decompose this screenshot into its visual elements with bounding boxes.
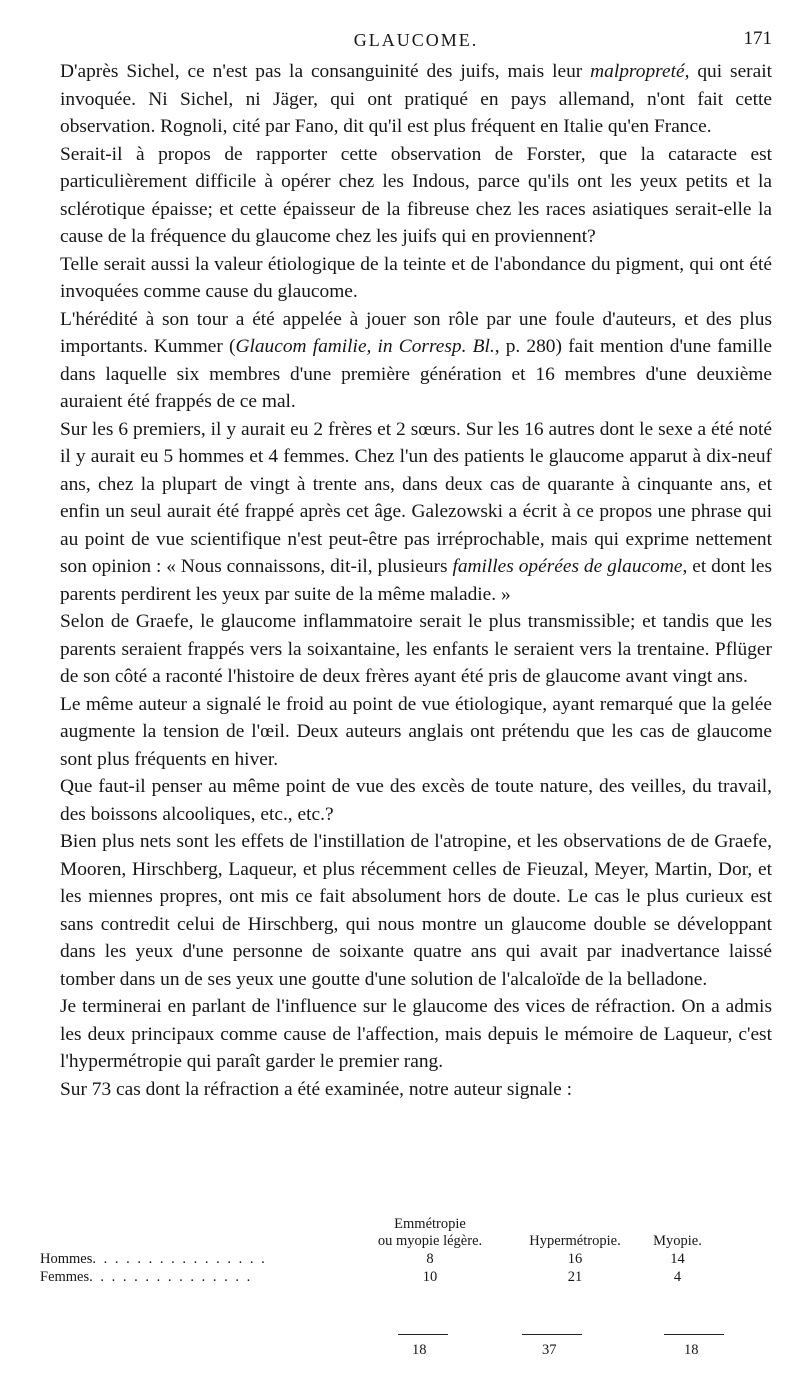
text-run: Selon de Graefe, le glaucome inflammatoire serait le plus transmissible; et tandis que les parents seraient frappés vers la soixantaine, les enfants le seraient vers la trentaine. Pflüger de son côté a raconté l'histoire de deux frères ayant été pris de glaucome avant vingt ans. (60, 611, 772, 687)
paragraph (60, 141, 772, 251)
sum-rule-emmetropie (398, 1334, 448, 1335)
text-run: Sur les 6 premiers, il y aurait eu 2 frères et 2 sœurs. Sur les 16 autres dont le sexe a été noté il y aurait eu 5 hommes et 4 femmes. Chez l'un des patients le glaucome apparut à dix-neuf ans, chez la plupart de vingt à trente ans, dans deux cas de quarante à cinquante ans, et enfin un seul aurait été frappé après cet âge. Galezowski a écrit à ce propos une phrase qui au point de vue scientifique n'est peut-être pas irréprochable, mais qui exprime nettement son opinion : « Nous connaissons, dit-il, plusieurs (60, 418, 772, 577)
header-myopie: Myopie. (653, 1233, 702, 1249)
table-row (40, 1268, 720, 1286)
text-run: Que faut-il penser au même point de vue des excès de toute nature, des veilles, du travail, des boissons alcooliques, etc., etc.? (60, 776, 772, 825)
cell-emmetropie: 10 (422, 1269, 438, 1285)
page-number: 171 (743, 28, 772, 49)
refraction-table (40, 1216, 720, 1286)
text-run: , et dont les parents perdirent les yeux par suite de la même maladie. » (60, 556, 772, 605)
body-text (60, 58, 772, 1103)
text-run: , p. 280) fait mention d'une famille dans laquelle six membres d'une première génération et 16 membres d'une deuxième auraient été frappés de ce mal. (60, 336, 772, 412)
table-row (40, 1250, 720, 1268)
italic-text: familles opérées de glaucome (452, 556, 683, 577)
table-header-blank (40, 1216, 345, 1250)
row-leaders: . . . . . . . . . . . . . . . (89, 1269, 253, 1285)
total-hypermetropie: 37 (542, 1342, 557, 1358)
text-run: Bien plus nets sont les effets de l'instillation de l'atropine, et les observations de de Graefe, Mooren, Hirschberg, Laqueur, et plus récemment celles de Fieuzal, Meyer, Martin, Dor, et les miennes propres, ont mis ce fait absolument hors de doute. Le cas le plus curieux est sans contredit celui de Hirschberg, qui nous montre un glaucome double se développant dans les yeux d'une personne de soixante quatre ans qui avait par inadvertance laissé tomber dans un de ses yeux une goutte d'une solution de l'alcaloïde de la belladone. (60, 831, 772, 990)
italic-text: Glaucom familie, in Corresp. Bl. (235, 336, 495, 357)
paragraph (60, 58, 772, 141)
running-title: GLAUCOME. (353, 30, 479, 50)
cell-hypermetropie: 16 (567, 1251, 583, 1267)
paragraph (60, 1076, 772, 1104)
total-myopie: 18 (684, 1342, 699, 1358)
paragraph (60, 251, 772, 306)
cell-emmetropie: 8 (426, 1251, 434, 1267)
header-hypermetropie: Hypermétropie. (529, 1233, 621, 1249)
running-header (60, 24, 772, 58)
row-label (40, 1268, 345, 1286)
paragraph (60, 691, 772, 774)
cell-myopie: 4 (673, 1269, 682, 1285)
text-run: L'hérédité à son tour a été appelée à jouer son rôle par une foule d'auteurs, et des plus importants. Kummer ( (60, 308, 772, 357)
text-run: Je terminerai en parlant de l'influence sur le glaucome des vices de réfraction. On a admis les deux principaux comme cause de l'affection, mais depuis le mémoire de Laqueur, c'est l'hypermétropie qui paraît garder le premier rang. (60, 996, 772, 1072)
paragraph (60, 306, 772, 416)
paragraph (60, 773, 772, 828)
sum-rule-myopie (664, 1334, 724, 1335)
table-header-row (40, 1216, 720, 1250)
row-label-text: Femmes (40, 1269, 90, 1285)
cell-myopie: 14 (670, 1251, 685, 1267)
text-run: Serait-il à propos de rapporter cette observation de Forster, que la cataracte est particulièrement difficile à opérer chez les Indous, parce qu'ils ont les yeux petits et la sclérotique épaisse; et cette épaisseur de la fibreuse chez les races asiatiques serait-elle la cause de la fréquence du glaucome chez les juifs qui en proviennent? (60, 143, 772, 247)
italic-text: malpropreté (590, 61, 685, 82)
row-label-text: Hommes (40, 1251, 93, 1267)
paragraph (60, 828, 772, 993)
cell-hypermetropie: 21 (567, 1269, 583, 1285)
row-label (40, 1250, 345, 1268)
text-run: Telle serait aussi la valeur étiologique de la teinte et de l'abondance du pigment, qui ont été invoquées comme cause du glaucome. (60, 253, 772, 302)
text-run: Le même auteur a signalé le froid au point de vue étiologique, ayant remarqué que la gelée augmente la tension de l'œil. Deux auteurs anglais ont prétendu que les cas de glaucome sont plus fréquents en hiver. (60, 693, 772, 770)
paragraph (60, 416, 772, 609)
row-leaders: . . . . . . . . . . . . . . . . (92, 1251, 267, 1267)
header-emmetropie-line2: ou myopie légère. (377, 1233, 483, 1249)
paragraph (60, 993, 772, 1076)
text-run: , qui serait invoquée. Ni Sichel, ni Jäger, qui ont pratiqué en pays allemand, n'ont fait cette observation. Rognoli, cité par Fano, dit qu'il est plus fréquent en Italie qu'en France. (60, 61, 773, 137)
text-run: D'après Sichel, ce n'est pas la consanguinité des juifs, mais leur (60, 61, 591, 82)
sum-rule-hypermetropie (522, 1334, 582, 1335)
book-page (60, 24, 772, 1103)
header-emmetropie-line1: Emmétropie (394, 1216, 466, 1232)
paragraph (60, 608, 772, 691)
header-emmetropie (345, 1216, 515, 1250)
total-emmetropie: 18 (412, 1342, 427, 1358)
text-run: Sur 73 cas dont la réfraction a été examinée, notre auteur signale : (60, 1078, 573, 1100)
